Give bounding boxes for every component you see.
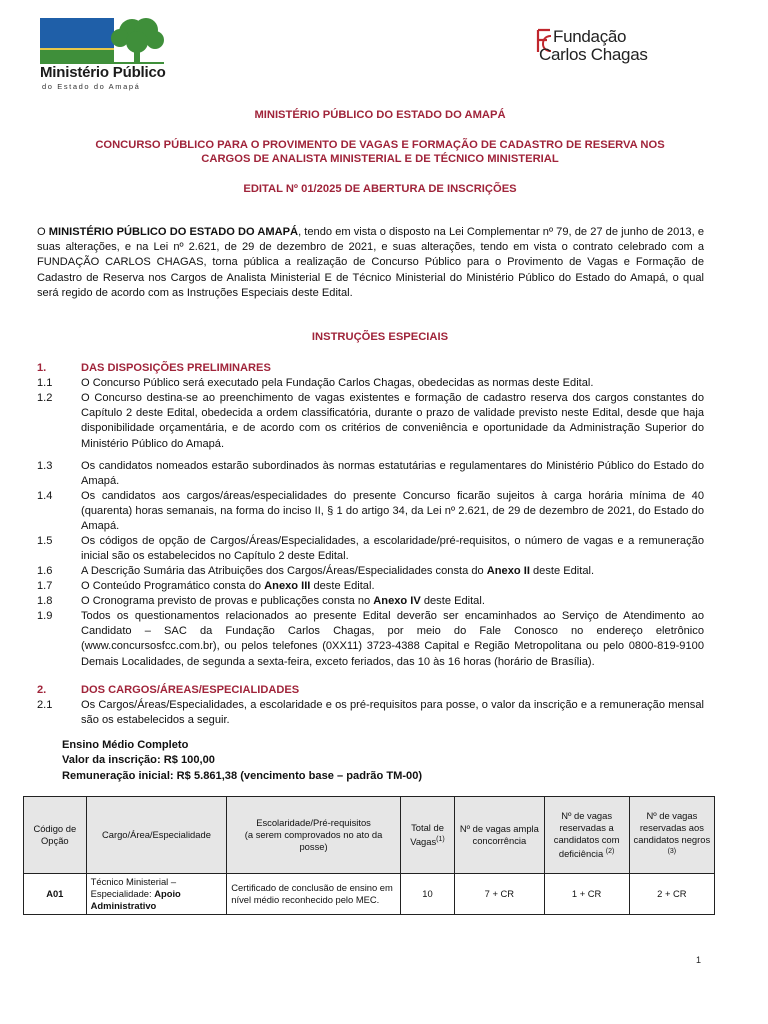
remuneracao-value: Remuneração inicial: R$ 5.861,38 (vencimento base – padrão TM-00) — [62, 769, 423, 782]
col-header-escolaridade-l2: (a serem comprovados no ato da posse) — [244, 829, 383, 852]
cell-total: 10 — [400, 874, 454, 915]
cell-cargo-pre: Técnico Ministerial – Especialidade: — [90, 876, 177, 899]
instrucoes-title: INSTRUÇÕES ESPECIAIS — [311, 331, 449, 343]
item-text — [81, 564, 704, 579]
inscricao-value: Valor da inscrição: R$ 100,00 — [62, 754, 215, 767]
anexo-ref: Anexo II — [486, 565, 530, 577]
fcc-logo — [535, 26, 665, 68]
col-header-codigo: Código de Opção — [24, 797, 87, 874]
org-title: MINISTÉRIO PÚBLICO DO ESTADO DO AMAPÁ — [254, 109, 506, 121]
col-header-ampla: Nº de vagas ampla concorrência — [455, 797, 544, 874]
item-text-pre: A Descrição Sumária das Atribuições dos Cargos/Áreas/Especialidades consta do — [81, 565, 487, 577]
cell-negros: 2 + CR — [629, 874, 714, 915]
footnote-3: (3) — [667, 847, 677, 855]
list-item — [37, 391, 704, 452]
section2-heading — [37, 683, 704, 698]
item-text-pre: O Cronograma previsto de provas e publicações consta no — [81, 595, 374, 607]
col-header-cargo: Cargo/Área/Especialidade — [86, 797, 227, 874]
list-item — [37, 564, 704, 579]
item-num: 1.6 — [37, 565, 53, 577]
item-text — [81, 594, 704, 609]
cell-deficiencia: 1 + CR — [544, 874, 629, 915]
item-text: Os candidatos nomeados estarão subordinados às normas estatutárias e regulamentares do Ministério Público do Estado do Amapá. — [81, 460, 704, 488]
item-num: 1.3 — [37, 460, 53, 472]
list-item — [37, 376, 704, 391]
cell-ampla: 7 + CR — [455, 874, 544, 915]
cell-codigo: A01 — [24, 874, 87, 915]
item-num: 1.5 — [37, 535, 53, 547]
item-text: Os candidatos aos cargos/áreas/especialidades do presente Concurso ficarão sujeitos à carga horária mínima de 40 (quarenta) horas semanais, na forma do inciso II, § 1 do artigo 34, da Lei nº 2.621, de 29 de dezembro de 2021, do Estado do Amapá. — [81, 490, 704, 533]
list-item — [37, 609, 704, 670]
section1-title: DAS DISPOSIÇÕES PRELIMINARES — [81, 362, 271, 374]
list-item — [37, 489, 704, 535]
concurso-title-line1: CONCURSO PÚBLICO PARA O PROVIMENTO DE VAGAS E FORMAÇÃO DE CADASTRO DE RESERVA NOS — [95, 139, 665, 151]
section1-num: 1. — [37, 362, 47, 374]
list-item — [37, 459, 704, 489]
item-num: 1.1 — [37, 377, 53, 389]
col-header-escolaridade — [227, 797, 401, 874]
item-text-post: deste Edital. — [310, 580, 375, 592]
item-num: 1.4 — [37, 490, 53, 502]
item-text: Os códigos de opção de Cargos/Áreas/Especialidades, a escolaridade/pré-requisitos, o número de vagas e a remuneração inicial são os estabelecidos no Capítulo 2 deste Edital. — [81, 535, 704, 563]
ensino-level: Ensino Médio Completo — [62, 739, 189, 751]
item-text: O Concurso destina-se ao preenchimento de vagas existentes e formação de cadastro reserva dos cargos constantes do Capítulo 2 deste Edital, obedecida a ordem classificatória, durante o prazo de validade previsto neste Edital, desde que haja disponibilidade orçamentária, e de acordo com os critérios de conveniência e oportunidade da Administração Superior do Ministério Público do Amapá. — [81, 392, 704, 450]
col-header-escolaridade-l1: Escolaridade/Pré-requisitos — [256, 817, 371, 828]
table-header-row — [24, 797, 715, 874]
col-header-negros-label: Nº de vagas reservadas aos candidatos negros — [633, 809, 711, 845]
item-text-post: deste Edital. — [529, 565, 595, 577]
list-item — [37, 534, 704, 564]
item-num: 2.1 — [37, 699, 53, 711]
tree-logo-icon — [40, 18, 166, 64]
item-num: 1.8 — [37, 595, 53, 607]
anexo-ref: Anexo IV — [373, 595, 421, 607]
intro-lead: O — [37, 226, 49, 238]
item-num: 1.9 — [37, 610, 53, 622]
item-text: O Concurso Público será executado pela Fundação Carlos Chagas, obedecidas as normas deste Edital. — [81, 377, 594, 389]
intro-org: MINISTÉRIO PÚBLICO DO ESTADO DO AMAPÁ — [48, 226, 299, 238]
edital-title: EDITAL Nº 01/2025 DE ABERTURA DE INSCRIÇÕES — [243, 183, 517, 195]
ensino-info — [62, 738, 422, 784]
mp-logo-name: Ministério Público — [40, 64, 166, 81]
item-text-pre: O Conteúdo Programático consta do — [81, 580, 265, 592]
col-header-deficiencia-label: Nº de vagas reservadas a candidatos com deficiência — [553, 809, 620, 860]
col-header-negros — [629, 797, 714, 874]
mp-logo-subtitle: do Estado do Amapá — [42, 82, 141, 91]
cell-escolaridade: Certificado de conclusão de ensino em nível médio reconhecido pelo MEC. — [227, 874, 401, 915]
section2-num: 2. — [37, 684, 47, 696]
intro-paragraph — [37, 225, 704, 301]
section2-title: DOS CARGOS/ÁREAS/ESPECIALIDADES — [81, 684, 300, 696]
footnote-2: (2) — [605, 847, 615, 855]
table-row — [24, 874, 715, 915]
item-text: Todos os questionamentos relacionados ao presente Edital deverão ser encaminhados ao Serviço de Atendimento ao Candidato – SAC da Fundação Carlos Chagas, por meio do Fale Conosco no endereço eletrônico (www.concursosfcc.com.br), ou pelos telefones (0XX11) 3723-4388 Capital e Região Metropolitana ou pelo 0800-819-9100 Demais Localidades, de segunda a sexta-feira, exceto feriados, das 10 às 16 horas (horário de Brasília). — [81, 610, 704, 668]
vagas-table — [23, 796, 715, 915]
item-text: Os Cargos/Áreas/Especialidades, a escolaridade e os pré-requisitos para posse, o valor da inscrição e a remuneração mensal são os estabelecidos a seguir. — [81, 699, 704, 727]
cell-cargo — [86, 874, 227, 915]
concurso-title — [40, 138, 720, 166]
page-number: 1 — [696, 955, 702, 965]
list-item — [37, 579, 704, 594]
col-header-total-label: Total de Vagas — [410, 821, 444, 848]
item-text — [81, 579, 704, 594]
fcc-logo-line2: Carlos Chagas — [539, 45, 648, 64]
mp-logo — [38, 18, 170, 91]
section1-heading — [37, 361, 704, 376]
col-header-total — [400, 797, 454, 874]
col-header-deficiencia — [544, 797, 629, 874]
list-item — [37, 594, 704, 609]
item-num: 1.7 — [37, 580, 53, 592]
list-item — [37, 698, 704, 728]
item-text-post: deste Edital. — [420, 595, 485, 607]
intro-text: , tendo em vista o disposto na Lei Complementar nº 79, de 27 de junho de 2013, e suas alterações, e na Lei nº 2.621, de 29 de dezembro de 2021, e suas alterações, tendo em vista o contrato celebrado com a FUNDAÇÃO CARLOS CHAGAS, torna pública a realização de Concurso Público para o Provimento de Vagas e Formação de Cadastro de Reserva nos Cargos de Analista Ministerial E de Técnico Ministerial do Ministério Público do Estado do Amapá, o qual será regido de acordo com as Instruções Especiais deste Edital. — [37, 226, 704, 299]
cell-cargo-bold: Apoio Administrativo — [90, 888, 181, 911]
fcc-logo-line1: Fundação — [553, 27, 627, 46]
anexo-ref: Anexo III — [264, 580, 311, 592]
item-num: 1.2 — [37, 392, 53, 404]
concurso-title-line2: CARGOS DE ANALISTA MINISTERIAL E DE TÉCNICO MINISTERIAL — [201, 153, 559, 165]
footnote-1: (1) — [436, 835, 445, 843]
